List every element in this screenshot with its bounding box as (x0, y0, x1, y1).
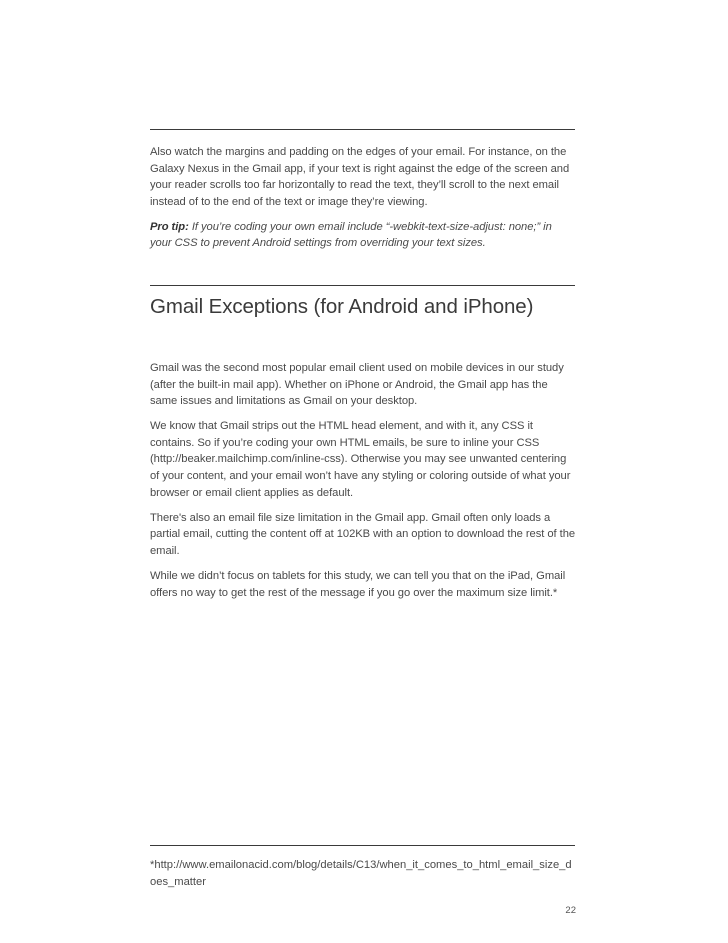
footnote-divider (150, 845, 575, 846)
page-number: 22 (565, 905, 576, 916)
body-paragraph-1: Gmail was the second most popular email client used on mobile devices in our study (after the built-in mail app). Whether on iPhone or Android, the Gmail app has the same issues and limitations as Gmail on your desktop. (150, 362, 564, 408)
body-paragraph-4: While we didn’t focus on tablets for this study, we can tell you that on the iPad, Gmail offers no way to get the rest of the message if you go over the maximum size limit.* (150, 570, 566, 599)
pro-tip (150, 219, 576, 252)
footnote: *http://www.emailonacid.com/blog/details/C13/when_it_comes_to_html_email_size_does_matter (150, 859, 572, 888)
intro-paragraph: Also watch the margins and padding on the edges of your email. For instance, on the Galaxy Nexus in the Gmail app, if your text is right against the edge of the screen and your reader scrolls too far horizontally to read the text, they’ll scroll to the next email instead of to the end of the text or image they’re viewing. (150, 146, 570, 208)
top-divider (150, 129, 575, 130)
section-divider (150, 285, 575, 286)
pro-tip-text: If you’re coding your own email include “-webkit-text-size-adjust: none;” in your CSS to prevent Android settings from overriding your text sizes. (150, 220, 552, 250)
body-paragraph-2: We know that Gmail strips out the HTML head element, and with it, any CSS it contains. So if you’re coding your own HTML emails, be sure to inline your CSS (http://beaker.mailchimp.com/inline-css). Otherwise you may see unwanted centering of your content, and your email won’t have any styling or coloring outside of what your browser or email client applies as default. (150, 420, 571, 499)
gmail-section-body (150, 360, 576, 610)
section-heading: Gmail Exceptions (for Android and iPhone) (150, 295, 534, 318)
pro-tip-label: Pro tip: (150, 220, 189, 233)
body-paragraph-3: There's also an email file size limitation in the Gmail app. Gmail often only loads a partial email, cutting the content off at 102KB with an option to download the rest of the email. (150, 511, 576, 557)
intro-section (150, 144, 576, 261)
